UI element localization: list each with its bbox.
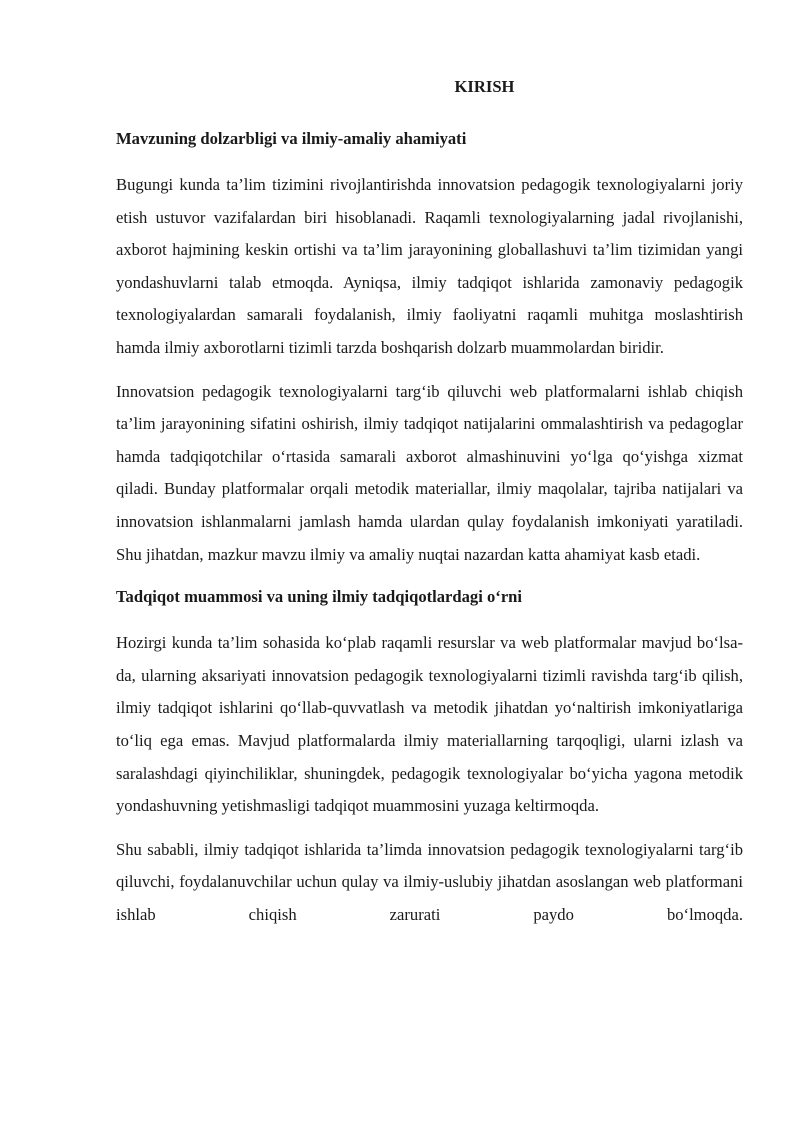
paragraph-problem-1: Hozirgi kunda ta’lim sohasida ko‘plab raqamli resurslar va web platformalar mavjud bo‘lsa-da, ularning aksariyati innovatsion pedagogik texnologiyalarni tizimli ravishda targ‘ib qilish, ilmiy tadqiqot ishlarini qo‘llab-quvvatlash va metodik jihatdan yo‘naltirish imkoniyatlariga to‘liq ega emas. Mavjud platformalarda ilmiy materiallarning tarqoqligi, ularni izlash va saralashdagi qiyinchiliklar, shuningdek, pedagogik texnologiyalar bo‘yicha yagona metodik yondashuvning yetishmasligi tadqiqot muammosini yuzaga keltirmoqda. [116,633,743,816]
page-title: KIRISH [454,77,515,96]
paragraph-relevance-2: Innovatsion pedagogik texnologiyalarni targ‘ib qiluvchi web platformalarni ishlab chiqish ta’lim jarayonining sifatini oshirish, ilmiy tadqiqot natijalarini ommalashtirish va pedagoglar hamda tadqiqotchilar o‘rtasida samarali axborot almashinuvini yo‘lga qo‘yishga xizmat qiladi. Bunday platformalar orqali metodik materiallar, ilmiy maqolalar, tajriba natijalari va innovatsion ishlanmalarni jamlash hamda ulardan qulay foydalanish imkoniyati yaratiladi. Shu jihatdan, mazkur mavzu ilmiy va amaliy nuqtai nazardan katta ahamiyat kasb etadi. [116,381,743,564]
section-heading-relevance: Mavzuning dolzarbligi va ilmiy-amaliy ahamiyati [116,129,467,148]
section-heading-research-problem: Tadqiqot muammosi va uning ilmiy tadqiqotlardagi o‘rni [116,587,523,607]
paragraph-problem-2: Shu sababli, ilmiy tadqiqot ishlarida ta’limda innovatsion pedagogik texnologiyalarni targ‘ib qiluvchi, foydalanuvchilar uchun qulay va ilmiy-uslubiy jihatdan asoslangan web platformani ishlab chiqish zarurati paydo bo‘lmoqda. [116,839,743,924]
paragraph-relevance-1: Bugungi kunda ta’lim tizimini rivojlantirishda innovatsion pedagogik texnologiyalarni joriy etish ustuvor vazifalardan biri hisoblanadi. Raqamli texnologiyalarning jadal rivojlanishi, axborot hajmining keskin ortishi va ta’lim jarayonining globallashuvi ta’lim tizimidan yangi yondashuvlarni talab etmoqda. Ayniqsa, ilmiy tadqiqot ishlarida zamonaviy pedagogik texnologiyalardan samarali foydalanish, ilmiy faoliyatni raqamli muhitga moslashtirish hamda ilmiy axborotlarni tizimli tarzda boshqarish dolzarb muammolardan biridir. [116,175,743,357]
